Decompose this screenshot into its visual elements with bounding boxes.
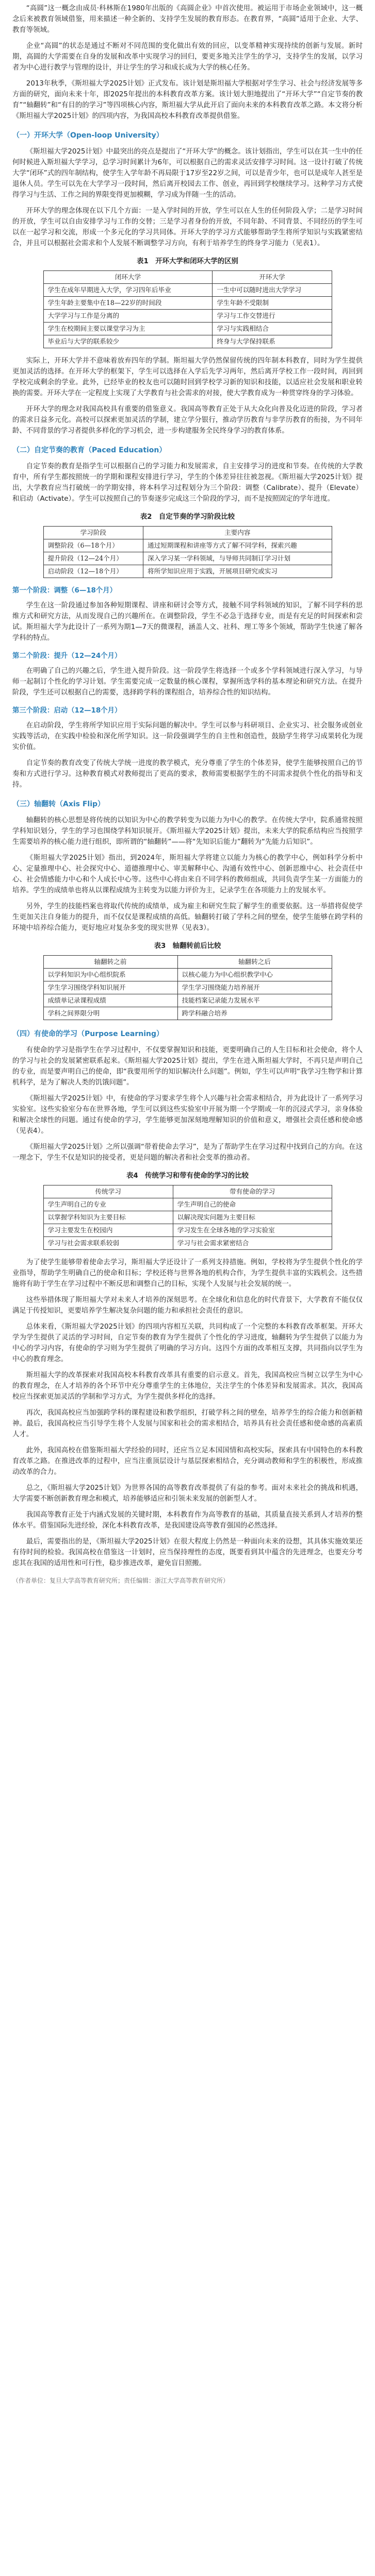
table-row (43, 1211, 332, 1224)
table-cell: 学习发生在全球各地的学习实验室 (173, 1224, 332, 1237)
table-3 (43, 941, 332, 1020)
section-3-paragraph-3: 另外，学生的技能档案也将取代传统的成绩单，成为雇主和研究生院了解学生的重要依据。这一举措将促使学生更加关注自身能力的提升，而不仅仅是课程成绩的高低。轴翻转打破了学科之间的壁垒，使学生能够在跨学科的环境中培养综合能力，更好地应对复杂多变的现实世界（见表3）。 (12, 903, 363, 932)
section-heading-open-loop: （一）开环大学（Open-loop University） (12, 131, 164, 140)
stage-1-heading: 第一个阶段：调整（6—18个月） (12, 587, 117, 595)
intro-paragraph-2: 企业“高圆”的状态是通过不断对不同范围的变化做出有效的回应，以变革精神实现持续的创新与发展。新时期，高圆的大学需要在自身的发展和改革中实现学习的回归，要更多地关注学生的学习，支持学生的发展，以学习者为中心进行教学与管理的设计，并让学生的学习和成长成为大学的核心任务。 (12, 42, 363, 72)
table-row (43, 1224, 332, 1237)
table-cell: 学生在成年早期进入大学，学习四年后毕业 (43, 284, 213, 297)
closing-paragraph-2: 再次，我国高校应当加强跨学科的课程建设和教学组织，打破学科之间的壁垒，培养学生的综合能力和创新精神。最后，我国高校应当引导学生将个人发展与国家和社会的需求相结合，培养具有社会责任感和使命感的高素质人才。 (12, 1409, 363, 1438)
table-row (43, 310, 332, 323)
table-row (43, 565, 332, 578)
table-cell: 学生声明自己的使命 (173, 1198, 332, 1211)
table-cell: 毕业后与大学的联系较少 (43, 335, 213, 348)
stage-1-paragraph: 学生在这一阶段通过参加各种短期课程、讲座和研讨会等方式，接触不同学科领域的知识，了解不同学科的思维方式和研究方法，从而发现自己的兴趣所在。在调整阶段，学生不必急于选择专业，而是有充足的时间探索和尝试。斯坦福大学为此设计了一系列为期1—7天的微课程，涵盖人文、社科、理工等多个领域，帮助学生快速了解各学科的特点。 (12, 602, 363, 642)
table-cell: 跨学科融合培养 (177, 1007, 332, 1020)
table-cell: 通过短期课程和讲座等方式了解不同学科，探索兴趣 (143, 539, 332, 552)
table-row (43, 323, 332, 335)
section-2-after-paragraph: 自定节奏的教育改变了传统大学统一进度的教学模式，充分尊重了学生的个体差异，使学生能够按照自己的节奏和方式进行学习。这种教育模式对教师提出了更高的要求，教师需要根据学生的不同需求提供个性化的指导和支持。 (12, 759, 363, 789)
table-row (43, 1198, 332, 1211)
table-2-header-row (43, 527, 332, 539)
section-heading-purpose-learning: （四）有使命的学习（Purpose Learning） (12, 1030, 164, 1038)
table-cell: 一生中可以随时进出大学学习 (213, 284, 332, 297)
section-4-paragraph-3: 《斯坦福大学2025计划》之所以强调“带着使命去学习”，是为了帮助学生在学习过程中找到自己的方向。在这一理念下，学生不仅是知识的接受者，更是问题的解决者和社会变革的推动者。 (12, 1143, 363, 1162)
table-cell: 学习与工作交替进行 (213, 310, 332, 323)
section-4-paragraph-1: 有使命的学习是指学生在学习过程中，不仅要掌握知识和技能，更要明确自己的人生目标和社会使命，将个人的学习与社会的发展紧密联系起来。《斯坦福大学2025计划》提出，学生在进入斯坦福大学时，不再只是声明自己的专业，而是要声明自己的使命，即“我要用所学的知识解决什么问题”。例如，学生可以声明“我学习生物学和计算机科学，是为了解决人类的饥饿问题”。 (12, 1046, 363, 1087)
table-cell: 学生学习围绕能力培养展开 (177, 981, 332, 994)
author-footnote: （作者单位：复旦大学高等教育研究所；责任编辑：浙江大学高等教育研究所） (12, 1577, 230, 1584)
section-3-paragraph-1: 轴翻转的核心思想是将传统的以知识为中心的教学转变为以能力为中心的教学。在传统大学中，院系通常按照学科知识划分，学生的学习也围绕学科知识展开。《斯坦福大学2025计划》提出，未来大学的院系结构应当按照学生需要培养的核心能力进行组织，即所谓的“轴翻转”——将“先知识后能力”翻转为“先能力后知识”。 (12, 817, 363, 846)
table-4-title: 表4 传统学习和带有使命的学习的比较 (126, 1172, 249, 1180)
table-cell: 以解决现实问题为主要目标 (173, 1211, 332, 1224)
table-cell: 大学学习与工作是分离的 (43, 310, 213, 323)
closing-paragraph-4: 总之，《斯坦福大学2025计划》为世界各国的高等教育改革提供了有益的参考。面对未来社会的挑战和机遇，大学需要不断创新教育理念和模式，培养能够适应和引领未来发展的创新型人才。 (12, 1484, 363, 1503)
table-cell: 学习主要发生在校园内 (43, 1224, 173, 1237)
table-cell: 以掌握学科知识为主要目标 (43, 1211, 173, 1224)
closing-paragraph-5: 我国高等教育正处于内涵式发展的关键时期，本科教育作为高等教育的基础，其质量直接关系到人才培养的整体水平。借鉴国际先进经验，深化本科教育改革，是我国建设高等教育强国的必然选择。 (12, 1511, 363, 1530)
table-row (43, 1237, 332, 1250)
table-row (43, 297, 332, 310)
table-cell: 学习与实践相结合 (213, 323, 332, 335)
table-cell: 成绩单记录课程成绩 (43, 994, 177, 1007)
table-row (43, 335, 332, 348)
section-1-after-paragraph-1: 实际上，开环大学并不意味着放弃四年的学制。斯坦福大学仍然保留传统的四年制本科教育，同时为学生提供更加灵活的选择。在开环大学的框架下，学生可以选择在入学后先学习两年，然后离开学校工作一段时间，再回到学校完成剩余的学业。此外，已经毕业的校友也可以随时回到学校学习新的知识和技能，以适应社会发展和职业转换的需要。开环大学在一定程度上实现了大学教育与社会需求的对接，使大学教育成为一种贯穿终身的学习体验。 (12, 357, 363, 397)
table-4-header-row (43, 1185, 332, 1198)
table-1 (43, 256, 332, 348)
table-cell: 启动阶段（12—18个月） (43, 565, 143, 578)
section-heading-paced-education: （二）自定节奏的教育（Paced Education） (12, 446, 167, 454)
section-4-after-paragraph-2: 这些举措体现了斯坦福大学对未来人才培养的深刻思考。在全球化和信息化的时代背景下，大学教育不能仅仅满足于传授知识，更要培养学生解决复杂问题的能力和承担社会责任的意识。 (12, 1296, 363, 1315)
table-4 (43, 1171, 332, 1250)
table-2-grid (43, 526, 332, 578)
table-4-header-cell: 传统学习 (43, 1185, 173, 1198)
table-cell: 学习与社会需求联系较弱 (43, 1237, 173, 1250)
table-3-grid (43, 955, 332, 1020)
section-1-paragraph-1: 《斯坦福大学2025计划》中最突出的亮点是提出了“开环大学”的概念。该计划指出，学生可以在其一生中的任何时候进入斯坦福大学学习，总学习时间累计为6年，可以根据自己的需求灵活安排学习时间。这一设计打破了传统大学“闭环”式的四年制结构，使学生入学年龄不再局限于17岁至22岁之间，可以是青少年，也可以是成年人甚至是退休人员。学生可以先在大学学习一段时间，然后离开校园去工作、创业，再回到学校继续学习。这种学习方式使得学习与生活、工作之间的界限变得更加模糊，学习成为伴随一生的活动。 (12, 148, 363, 199)
table-cell: 深入学习某一学科领域，与导师共同制订学习计划 (143, 552, 332, 565)
table-4-grid (43, 1185, 332, 1250)
table-3-header-row (43, 956, 332, 969)
table-cell: 学科之间界限分明 (43, 1007, 177, 1020)
intro-paragraph-1: “高圆”这一概念由成员·科林斯在1980年出版的《高圆企业》中首次使用。被运用于市场企业领域中，这一概念后来被教育领域借鉴，用来描述一种全新的、支持学生发展的教育形态。在教育界，“高圆”适用于企业、大学、教育等领域。 (12, 5, 363, 34)
table-3-header-cell: 轴翻转之前 (43, 956, 177, 969)
stage-3-paragraph: 在启动阶段，学生将所学知识应用于实际问题的解决中。学生可以参与科研项目、企业实习、社会服务或创业实践等活动，在实践中检验和深化所学知识。这一阶段强调学生的自主性和创造性，鼓励学生将学习成果转化为现实价值。 (12, 722, 363, 751)
closing-paragraph-6: 最后，需要指出的是，《斯坦福大学2025计划》在很大程度上仍然是一种面向未来的设想，其具体实施效果还有待时间的检验。我国高校在借鉴这一计划时，应当保持理性的态度，既要看到其中蕴含的先进理念，也要充分考虑其在我国的适用性和可行性，稳步推进改革，避免盲目照搬。 (12, 1538, 363, 1567)
table-2 (43, 512, 332, 578)
closing-paragraph-1: 斯坦福大学的改革探索对我国高校本科教育改革具有重要的启示意义。首先，我国高校应当树立以学生为中心的教育理念，在人才培养的各个环节中充分尊重学生的主体地位，关注学生的个体差异和发展需求。其次，我国高校应当探索更加灵活的学制和学习方式，为学生提供多样化的选择。 (12, 1371, 363, 1401)
table-row (43, 284, 332, 297)
table-1-grid (43, 270, 332, 348)
table-cell: 以学科知识为中心组织院系 (43, 969, 177, 981)
table-2-header-cell: 学习阶段 (43, 527, 143, 539)
table-cell: 学生年龄不受限制 (213, 297, 332, 310)
section-3-paragraph-2: 《斯坦福大学2025计划》指出，到2024年，斯坦福大学将建立以能力为核心的教学中心，例如科学分析中心、定量推理中心、社会探究中心、道德推理中心、审美解释中心、沟通有效性中心、创新思维中心、社会责任中心、社会情感能力中心和个人成长中心等。这些中心将由来自不同学科的教师组成，共同负责学生某一方面能力的培养。学生的成绩单也将从以课程成绩为主转变为以能力评价为主，记录学生在各项能力上的发展水平。 (12, 854, 363, 894)
table-cell: 终身与大学保持联系 (213, 335, 332, 348)
section-4-after-paragraph-3: 总体来看，《斯坦福大学2025计划》的四项内容相互关联，共同构成了一个完整的本科教育改革框架。开环大学为学生提供了灵活的学习时间，自定节奏的教育为学生提供了个性化的学习进度，轴翻转为学生提供了以能力为中心的学习内容，有使命的学习则为学生提供了明确的学习方向。这四个方面的改革相互支撑，共同指向以学生为中心的教育理念。 (12, 1323, 363, 1363)
table-cell: 以核心能力为中心组织教学中心 (177, 969, 332, 981)
table-cell: 将所学知识应用于实践，开展项目研究或实习 (143, 565, 332, 578)
table-row (43, 969, 332, 981)
table-cell: 调整阶段（6—18个月） (43, 539, 143, 552)
table-1-title: 表1 开环大学和闭环大学的区别 (137, 258, 238, 265)
section-1-paragraph-2: 开环大学的理念体现在以下几个方面：一是入学时间的开放，学生可以在人生的任何阶段入学；二是学习时间的开放，学生可以自由安排学习与工作的交替；三是学习者身份的开放，不同年龄、不同背景、不同经历的学生可以在一起学习和交流，形成一个多元化的学习共同体。开环大学的学习方式能够帮助学生将所学知识与实践紧密结合，并且可以根据社会需求和个人发展不断调整学习方向，有利于培养学生的终身学习能力（见表1）。 (12, 207, 363, 247)
intro-paragraph-3: 2013年秋季，《斯坦福大学2025计划》正式发布。该计划是斯坦福大学根据对学生学习、社会与经济发展等多方面的研究，面向未来十年，即2025年提出的本科教育改革方案。该计划大胆地提出了“开环大学”“自定节奏的教育”“轴翻转”和“有目的的学习”等四项核心内容，斯坦福大学从此开启了面向未来的本科教育改革之路。本文将分析《斯坦福大学2025计划》的四项内容，为我国高校本科教育改革提供借鉴。 (12, 80, 363, 120)
section-2-paragraph-1: 自定节奏的教育是指学生可以根据自己的学习能力和发展需求，自主安排学习的进度和节奏。在传统的大学教育中，所有学生都按照统一的学期和课程安排进行学习，学生的个体差异往往被忽视。《斯坦福大学2025计划》提出，大学教育应当打破统一的学期安排，将本科学习过程划分为三个阶段：调整（Calibrate）、提升（Elevate）和启动（Activate）。学生可以按照自己的节奏逐步完成这三个阶段的学习，而不是按照固定的学年进度。 (12, 463, 363, 503)
table-row (43, 539, 332, 552)
stage-2-paragraph: 在明确了自己的兴趣之后，学生进入提升阶段。这一阶段学生将选择一个或多个学科领域进行深入学习，与导师一起制订个性化的学习计划。学生需要完成一定数量的核心课程，掌握所选学科的基本理论和研究方法。在提升阶段，学生还可以根据自己的需要，选择跨学科的课程组合，培养综合性的知识结构。 (12, 667, 363, 697)
table-3-header-cell: 轴翻转之后 (177, 956, 332, 969)
table-row (43, 981, 332, 994)
table-1-header-cell: 开环大学 (213, 271, 332, 284)
table-cell: 学生在校期间主要以课堂学习为主 (43, 323, 213, 335)
table-4-header-cell: 带有使命的学习 (173, 1185, 332, 1198)
table-cell: 学生年龄主要集中在18—22岁的时间段 (43, 297, 213, 310)
table-3-title: 表3 轴翻转前后比较 (154, 942, 221, 950)
table-2-title: 表2 自定节奏的学习阶段比较 (140, 513, 235, 521)
stage-3-heading: 第三个阶段：启动（12—18个月） (12, 707, 122, 715)
table-cell: 技能档案记录能力发展水平 (177, 994, 332, 1007)
table-cell: 学生学习围绕学科知识展开 (43, 981, 177, 994)
table-cell: 学习与社会需求紧密结合 (173, 1237, 332, 1250)
section-4-paragraph-2: 《斯坦福大学2025计划》中，有使命的学习要求学生将个人兴趣与社会需求相结合，并为此设计了一系列学习实验室。这些实验室分布在世界各地，学生可以到这些实验室中开展为期一个学期或一年的沉浸式学习，亲身体验和解决全球性的问题。通过有使命的学习，学生能够更加深刻地理解知识的价值和意义，增强社会责任感和使命感（见表4）。 (12, 1095, 363, 1135)
section-4-after-paragraph-1: 为了使学生能够带着使命去学习，斯坦福大学还设计了一系列支持措施。例如，学校将为学生提供个性化的学业指导，帮助学生明确自己的使命和目标；学校还将与世界各地的机构合作，为学生提供丰富的实践机会。这些措施将有助于学生在学习过程中不断反思和调整自己的目标，实现个人发展与社会发展的统一。 (12, 1259, 363, 1288)
closing-paragraph-3: 此外，我国高校在借鉴斯坦福大学经验的同时，还应当立足本国国情和高校实际，探索具有中国特色的本科教育改革之路。在推进改革的过程中，应当注重顶层设计与基层探索相结合，充分调动教师和学生的积极性，形成推动改革的合力。 (12, 1447, 363, 1476)
table-row (43, 994, 332, 1007)
table-row (43, 552, 332, 565)
table-1-header-row (43, 271, 332, 284)
table-cell: 提升阶段（12—24个月） (43, 552, 143, 565)
table-row (43, 1007, 332, 1020)
section-heading-axis-flip: （三）轴翻转（Axis Flip） (12, 800, 105, 808)
stage-2-heading: 第二个阶段：提升（12—24个月） (12, 652, 122, 660)
section-1-after-paragraph-2: 开环大学的理念对我国高校具有重要的借鉴意义。我国高等教育正处于从大众化向普及化迈进的阶段，学习者的需求日益多元化。高校可以探索更加灵活的学制，建立学分银行，推动学历教育与非学历教育的衔接，为不同年龄、不同背景的学习者提供多样化的学习机会，进一步构建服务全民终身学习的教育体系。 (12, 405, 363, 435)
table-1-header-cell: 闭环大学 (43, 271, 213, 284)
table-2-header-cell: 主要内容 (143, 527, 332, 539)
table-cell: 学生声明自己的专业 (43, 1198, 173, 1211)
